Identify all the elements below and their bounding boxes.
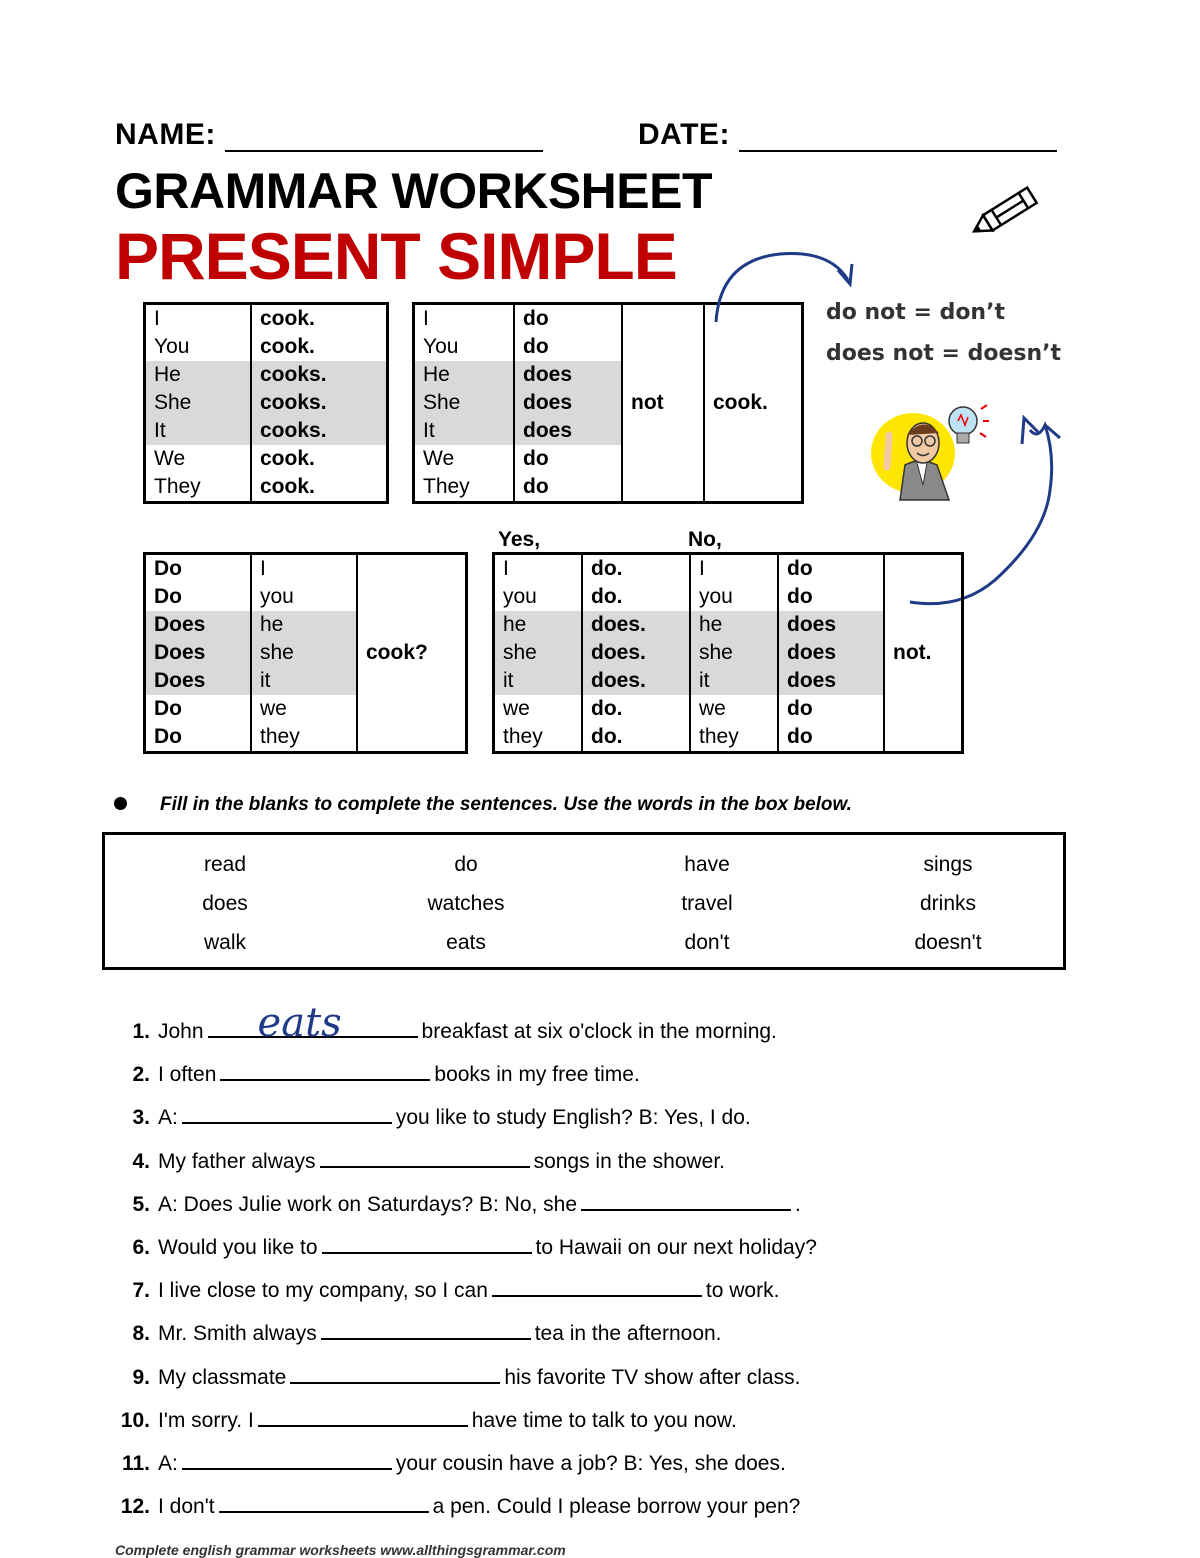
yes-aux-cell: do.	[582, 583, 690, 611]
yes-aux-cell: do.	[582, 554, 690, 584]
question-text-before: My classmate	[158, 1365, 287, 1389]
no-aux-cell: does	[778, 611, 884, 639]
date-label: DATE:	[638, 118, 730, 151]
handwritten-answer: eats	[257, 1000, 342, 1046]
page-subtitle: PRESENT SIMPLE	[115, 219, 677, 293]
table-row	[145, 389, 388, 417]
table-row	[145, 304, 388, 334]
answer-blank[interactable]	[220, 1057, 430, 1081]
question-text-after: his favorite TV show after class.	[504, 1365, 801, 1389]
no-aux-cell: do	[778, 723, 884, 753]
question-text-after: have time to talk to you now.	[471, 1408, 737, 1432]
question-text-before: My father always	[158, 1149, 316, 1173]
question-item	[100, 1230, 817, 1260]
question-text-before: A:	[158, 1106, 178, 1130]
verb-cell: cook.	[251, 445, 388, 473]
yes-subject-cell: he	[494, 611, 583, 639]
question-item	[100, 1273, 779, 1303]
word-bank	[102, 832, 1066, 970]
question-item	[100, 1489, 800, 1519]
question-number: 10.	[120, 1408, 150, 1432]
word-bank-item: have	[684, 853, 730, 876]
question-item	[100, 1057, 640, 1087]
aux-cell: Do	[145, 723, 252, 753]
yes-aux-cell: do.	[582, 695, 690, 723]
table-row	[145, 333, 388, 361]
affirmative-rows	[145, 304, 388, 503]
table-row	[145, 473, 388, 503]
aux-cell: Do	[145, 695, 252, 723]
short-answer-table	[492, 552, 964, 754]
subject-cell: They	[414, 473, 515, 503]
subject-cell: He	[145, 361, 252, 389]
question-text-after: tea in the afternoon.	[534, 1322, 722, 1346]
pencil-icon	[965, 180, 1050, 245]
no-aux-cell: do	[778, 554, 884, 584]
question-text-before: I'm sorry. I	[158, 1408, 254, 1432]
subject-cell: It	[145, 417, 252, 445]
question-text-after: a pen. Could I please borrow your pen?	[432, 1495, 801, 1519]
no-subject-cell: you	[690, 583, 778, 611]
aux-cell: do	[514, 473, 622, 503]
answer-blank[interactable]	[290, 1360, 500, 1384]
table-row	[145, 554, 467, 584]
question-text-after: to work.	[705, 1279, 780, 1303]
page-title: GRAMMAR WORKSHEET	[115, 163, 713, 219]
question-number: 1.	[132, 1020, 150, 1043]
question-number: 11.	[121, 1452, 150, 1475]
answer-blank[interactable]	[182, 1446, 392, 1470]
question-number: 5.	[132, 1192, 150, 1216]
yes-aux-cell: does.	[582, 667, 690, 695]
question-item	[100, 1000, 777, 1046]
question-number: 6.	[132, 1236, 150, 1259]
name-label: NAME:	[115, 118, 216, 151]
subject-cell: It	[414, 417, 515, 445]
aux-cell: do	[514, 304, 622, 334]
subject-cell: You	[414, 333, 515, 361]
question-number: 7.	[132, 1279, 150, 1303]
answer-blank[interactable]	[320, 1144, 530, 1168]
word-bank-item: watches	[427, 892, 505, 915]
no-aux-cell: do	[778, 695, 884, 723]
name-blank[interactable]	[225, 120, 543, 152]
subject-cell: you	[251, 583, 357, 611]
word-bank-item: do	[454, 853, 478, 876]
yes-subject-cell: it	[494, 667, 583, 695]
yes-aux-cell: do.	[582, 723, 690, 753]
answer-blank[interactable]	[258, 1403, 468, 1427]
question-text-after: books in my free time.	[434, 1063, 640, 1087]
word-bank-item: read	[203, 853, 247, 876]
yes-subject-cell: they	[494, 723, 583, 753]
question-text-before: Mr. Smith always	[158, 1322, 317, 1346]
yes-subject-cell: I	[494, 554, 583, 584]
subject-cell: You	[145, 333, 252, 361]
question-number: 4.	[132, 1149, 150, 1173]
subject-cell: We	[145, 445, 252, 473]
subject-cell: We	[414, 445, 515, 473]
subject-cell: we	[251, 695, 357, 723]
question-text-after: you like to study English? B: Yes, I do.	[395, 1106, 751, 1130]
question-item	[100, 1144, 725, 1174]
subject-cell: They	[145, 473, 252, 503]
question-rows	[145, 554, 467, 753]
subject-cell: he	[251, 611, 357, 639]
no-subject-cell: he	[690, 611, 778, 639]
word-bank-item: does	[202, 892, 248, 915]
question-item	[100, 1100, 751, 1130]
question-text-before: A: Does Julie work on Saturdays? B: No, she	[158, 1192, 578, 1216]
question-number: 3.	[132, 1106, 150, 1130]
aux-cell: Does	[145, 639, 252, 667]
yes-aux-cell: does.	[582, 639, 690, 667]
no-label: No,	[688, 528, 722, 551]
question-item	[100, 1187, 801, 1217]
answer-blank[interactable]	[182, 1100, 392, 1124]
name-field	[115, 118, 543, 152]
question-item	[100, 1316, 722, 1346]
verb-cell: cook.	[251, 333, 388, 361]
aux-cell: Does	[145, 667, 252, 695]
question-text-before: I don't	[158, 1495, 215, 1519]
table-row	[145, 417, 388, 445]
no-subject-cell: we	[690, 695, 778, 723]
aux-cell: Does	[145, 611, 252, 639]
yes-aux-cell: does.	[582, 611, 690, 639]
word-bank-item: doesn't	[914, 931, 982, 954]
question-text-before: A:	[158, 1452, 178, 1475]
question-item	[100, 1403, 737, 1433]
subject-cell: He	[414, 361, 515, 389]
subject-cell: She	[145, 389, 252, 417]
question-table	[143, 552, 468, 754]
word-bank-item: eats	[446, 931, 486, 954]
question-text-after: your cousin have a job? B: Yes, she does.	[395, 1452, 786, 1475]
no-aux-cell: do	[778, 583, 884, 611]
subject-cell: She	[414, 389, 515, 417]
verb-cell: cooks.	[251, 389, 388, 417]
no-subject-cell: they	[690, 723, 778, 753]
not-cell: not.	[884, 554, 963, 753]
verb-cell: cooks.	[251, 417, 388, 445]
subject-cell: I	[145, 304, 252, 334]
word-bank-item: sings	[923, 853, 973, 876]
question-item	[100, 1446, 786, 1476]
question-text-after: songs in the shower.	[533, 1149, 726, 1173]
verb-cell: cook.	[704, 304, 803, 503]
table-row	[145, 361, 388, 389]
date-blank[interactable]	[739, 120, 1057, 152]
aux-cell: does	[514, 361, 622, 389]
subject-cell: I	[251, 554, 357, 584]
word-bank-item: walk	[203, 931, 246, 954]
question-text-before: I live close to my company, so I can	[158, 1279, 488, 1303]
note-doesnt: does not = doesn’t	[826, 341, 1061, 366]
subject-cell: they	[251, 723, 357, 753]
question-text-before: I often	[158, 1063, 217, 1087]
answer-blank[interactable]	[208, 1000, 418, 1046]
question-number: 9.	[132, 1365, 150, 1389]
subject-cell: she	[251, 639, 357, 667]
aux-cell: does	[514, 389, 622, 417]
no-aux-cell: does	[778, 667, 884, 695]
table-row	[494, 554, 963, 584]
no-aux-cell: does	[778, 639, 884, 667]
subject-cell: it	[251, 667, 357, 695]
footer-text: Complete english grammar worksheets www.allthingsgrammar.com	[115, 1542, 566, 1558]
yes-subject-cell: we	[494, 695, 583, 723]
no-subject-cell: she	[690, 639, 778, 667]
bullet-icon	[114, 797, 127, 810]
question-number: 2.	[132, 1063, 150, 1087]
aux-cell: do	[514, 333, 622, 361]
aux-cell: Do	[145, 583, 252, 611]
table-row	[145, 445, 388, 473]
question-item	[100, 1360, 800, 1390]
verb-cell: cook.	[251, 304, 388, 334]
yes-label: Yes,	[498, 528, 541, 551]
question-text-before: Would you like to	[158, 1236, 318, 1259]
question-text-after: .	[795, 1192, 801, 1216]
answer-blank[interactable]	[492, 1273, 702, 1297]
answer-blank[interactable]	[321, 1316, 531, 1340]
answer-blank[interactable]	[219, 1489, 429, 1513]
instruction: Fill in the blanks to complete the sentences. Use the words in the box below.	[160, 794, 852, 815]
aux-cell: do	[514, 445, 622, 473]
short-answer-rows	[494, 554, 963, 753]
not-cell: not	[622, 304, 704, 503]
affirmative-table	[143, 302, 389, 504]
subject-cell: I	[414, 304, 515, 334]
word-bank-item: travel	[681, 892, 733, 915]
verb-cell: cooks.	[251, 361, 388, 389]
verb-cell: cook?	[357, 554, 467, 753]
word-bank-item: don't	[684, 931, 730, 954]
date-field	[638, 118, 1057, 152]
no-subject-cell: I	[690, 554, 778, 584]
question-text-before: John	[158, 1020, 204, 1043]
question-number: 12.	[120, 1495, 150, 1519]
answer-blank[interactable]	[581, 1187, 791, 1211]
question-text-after: to Hawaii on our next holiday?	[535, 1236, 817, 1259]
note-dont: do not = don’t	[826, 300, 1005, 325]
word-bank-item: drinks	[919, 892, 977, 915]
yes-subject-cell: she	[494, 639, 583, 667]
aux-cell: Do	[145, 554, 252, 584]
aux-cell: does	[514, 417, 622, 445]
no-subject-cell: it	[690, 667, 778, 695]
verb-cell: cook.	[251, 473, 388, 503]
answer-blank[interactable]	[322, 1230, 532, 1254]
question-number: 8.	[132, 1322, 150, 1346]
yes-subject-cell: you	[494, 583, 583, 611]
question-text-after: breakfast at six o'clock in the morning.	[421, 1020, 777, 1043]
